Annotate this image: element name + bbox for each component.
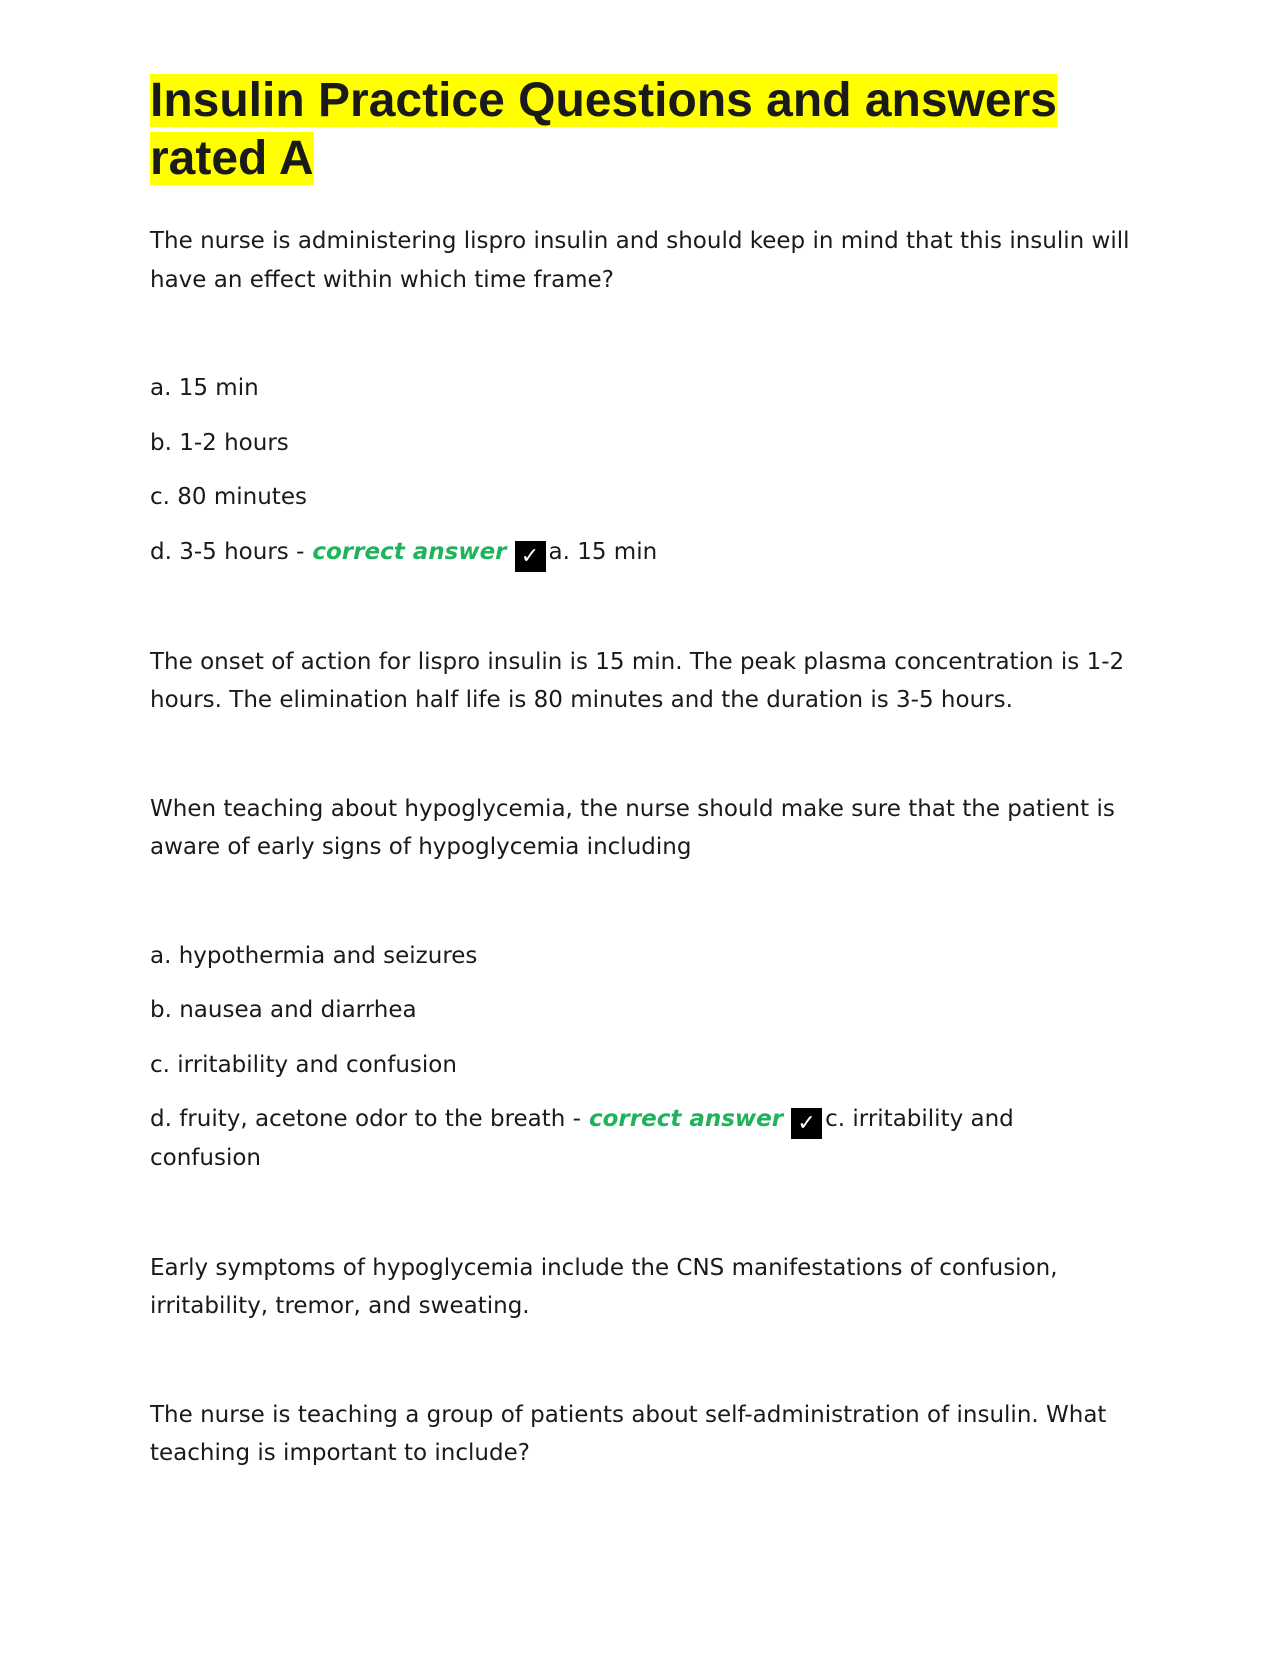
- document-page: [150, 72, 1130, 1543]
- check-mark-icon: ✓: [791, 1108, 822, 1139]
- title-highlight: Insulin Practice Questions and answers rated A: [150, 74, 1057, 185]
- question-2-option-d-line: [150, 1100, 1130, 1178]
- correct-answer-label: correct answer: [312, 538, 507, 565]
- correct-answer-label: correct answer: [588, 1106, 784, 1132]
- question-1-text: The nurse is administering lispro insulin and should keep in mind that this insulin will have an effect within which time frame?: [150, 228, 1130, 293]
- question-1-option-d: d. 3-5 hours -: [150, 538, 305, 565]
- question-1-explanation: The onset of action for lispro insulin is 15 min. The peak plasma concentration is 1-2 hours. The elimination half life is 80 minutes and the duration is 3-5 hours.: [150, 648, 1125, 713]
- question-2-option-c: c. irritability and confusion: [150, 1051, 457, 1078]
- question-1-option-a: a. 15 min: [150, 375, 259, 401]
- document-title: [150, 72, 1130, 188]
- question-2-explanation: Early symptoms of hypoglycemia include the CNS manifestations of confusion, irritability, tremor, and sweating.: [150, 1254, 1058, 1319]
- question-3-text: The nurse is teaching a group of patients about self-administration of insulin. What teaching is important to include?: [150, 1401, 1107, 1466]
- question-2-option-b: b. nausea and diarrhea: [150, 997, 417, 1023]
- question-1-option-b: b. 1-2 hours: [150, 429, 289, 456]
- question-2-option-a: a. hypothermia and seizures: [150, 942, 478, 969]
- question-2-answer: c. irritability and confusion: [150, 1106, 1014, 1171]
- check-mark-icon: ✓: [515, 541, 546, 572]
- question-1-answer: a. 15 min: [548, 538, 658, 565]
- question-2-option-d: d. fruity, acetone odor to the breath -: [150, 1106, 581, 1132]
- question-1-option-c: c. 80 minutes: [150, 484, 307, 510]
- question-1-option-d-line: [150, 533, 1130, 572]
- question-2-text: When teaching about hypoglycemia, the nurse should make sure that the patient is aware of early signs of hypoglycemia including: [150, 795, 1115, 860]
